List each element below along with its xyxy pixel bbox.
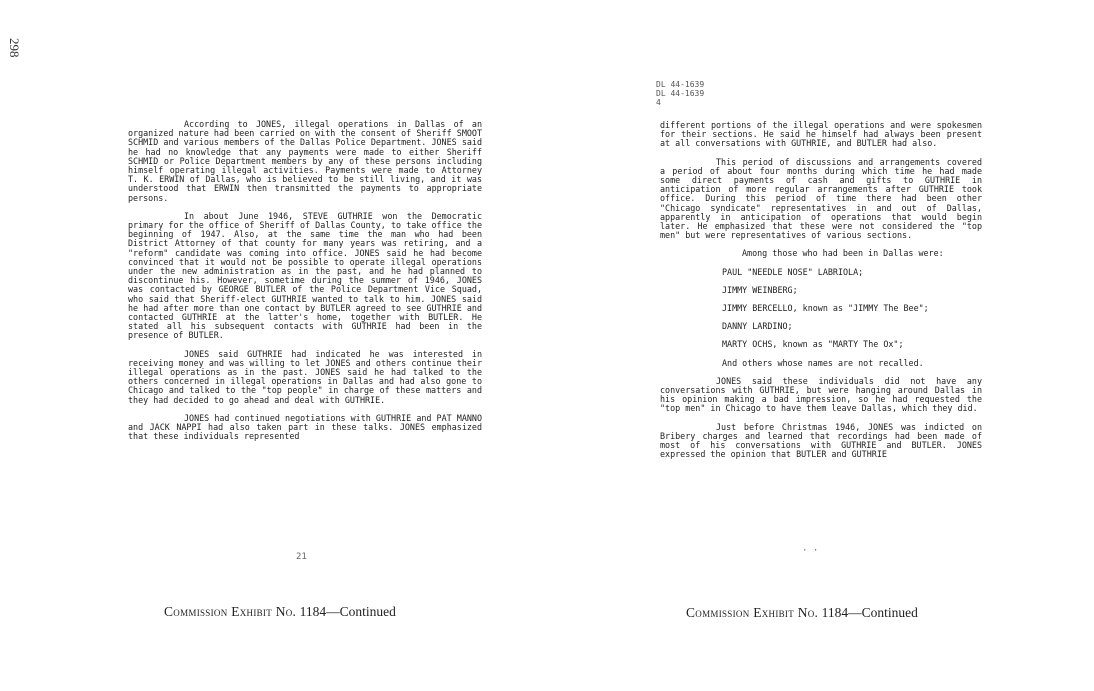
list-item: DANNY LARDINO; — [722, 321, 793, 332]
left-page-body — [128, 120, 482, 451]
list-item: JIMMY BERCELLO, known as "JIMMY The Bee"; — [722, 303, 929, 314]
caption-suffix: 1184—Continued — [299, 604, 396, 619]
paragraph: In about June 1946, STEVE GUTHRIE won the Democratic primary for the office of Sheriff of Dallas County, to take office the beginning of 1947. Also, at the same time the man who had been District Attorney of that county for many years was retiring, and a "reform" candidate was coming into office. JONES said he had become convinced that it would not be possible to operate illegal operations under the new administration as in the past, and he had planned to discontinue his. However, sometime during the summer of 1946, JONES was contacted by GEORGE BUTLER of the Police Department Vice Squad, who said that Sheriff-elect GUTHRIE wanted to talk to him. JONES said he had after more than one contact by BUTLER agreed to see GUTHRIE and contacted GUTHRIE at the latter's home, together with BUTLER. He stated all his subsequent contacts with GUTHRIE had been in the presence of BUTLER. — [128, 210, 482, 341]
caption-prefix: Commission Exhibit No. — [164, 604, 297, 619]
paragraph: This period of discussions and arrangements covered a period of about four months during which time he had made some direct payments of cash and gifts to GUTHRIE in anticipation of more regular arrangements after GUTHRIE took office. During this period of time there had been other "Chicago syndicate" representatives in and out of Dallas, apparently in anticipation of operations that would begin later. He emphasized that these were not considered the "top men" but were representatives of various sections. — [660, 156, 982, 241]
paragraph: According to JONES, illegal operations in Dallas of an organized nature had been carried on with the consent of Sheriff SMOOT SCHMID and various members of the Dallas Police Department. JONES said he had no knowledge that any payments were made to either Sheriff SCHMID or Police Department members by any of these persons including himself operating illegal activities. Payments were made to Attorney T. K. ERWIN of Dallas, who is believed to be still living, and it was understood that ERWIN then transmitted the payments to appropriate persons. — [128, 119, 482, 203]
paragraph: JONES said these individuals did not have any conversations with GUTHRIE, but were hanging around Dallas in his opinion making a bad impression, so he had requested the "top men" in Chicago to have them leave Dallas, which they did. — [660, 375, 982, 414]
caption-prefix: Commission Exhibit No. — [686, 605, 819, 620]
list-lead: Among those who had been in Dallas were: — [742, 248, 944, 259]
caption-suffix: 1184—Continued — [821, 605, 918, 620]
right-page-footer-number: · · — [802, 546, 819, 556]
list-item: PAUL "NEEDLE NOSE" LABRIOLA; — [722, 266, 864, 277]
list-item: MARTY OCHS, known as "MARTY The Ox"; — [722, 339, 904, 350]
right-exhibit-caption — [686, 605, 918, 621]
paragraph: Just before Christmas 1946, JONES was indicted on Bribery charges and learned that recordings had been made of most of his conversations with GUTHRIE and BUTLER. JONES expressed the opinion that BUTLER and GUTHRIE — [660, 421, 982, 460]
page-number: 298 — [7, 38, 22, 58]
list-tail: And others whose names are not recalled. — [722, 357, 924, 368]
paragraph: different portions of the illegal operations and were spokesmen for their sections. He said he himself had always been present at all conversations with GUTHRIE, and BUTLER had also. — [660, 120, 982, 149]
syndicate-list — [660, 249, 982, 367]
right-page-body — [660, 121, 982, 468]
paragraph: JONES had continued negotiations with GUTHRIE and PAT MANNO and JACK NAPPI had also taken part in these talks. JONES emphasized that these individuals represented — [128, 412, 482, 442]
file-stamp-right: DL 44-1639 DL 44-1639 4 — [656, 80, 705, 107]
left-page-footer-number: 21 — [296, 552, 307, 562]
left-exhibit-caption — [164, 604, 396, 620]
paragraph: JONES said GUTHRIE had indicated he was interested in receiving money and was willing to let JONES and others continue their illegal operations as in the past. JONES said he had talked to the others concerned in illegal operations in Dallas and had also gone to Chicago and talked to the "top people" in charge of these matters and they had decided to go ahead and deal with GUTHRIE. — [128, 348, 482, 405]
list-item: JIMMY WEINBERG; — [722, 284, 798, 295]
